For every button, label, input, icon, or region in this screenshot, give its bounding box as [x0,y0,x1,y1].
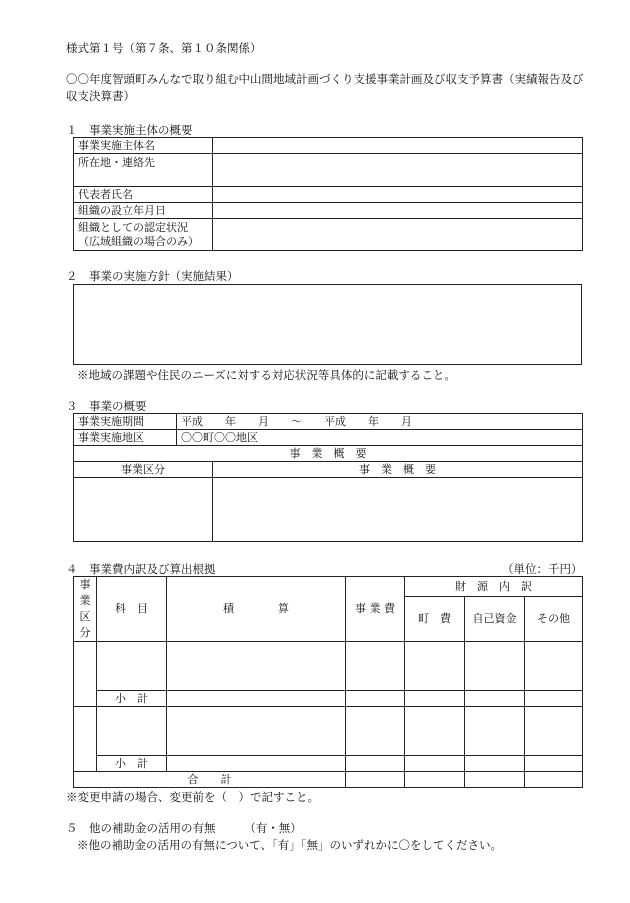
table-row [74,577,583,597]
town-header: 町 費 [405,597,465,642]
cost-field[interactable] [346,691,405,707]
form-number: 様式第１号（第７条、第１０条関係） [66,41,262,55]
calculation-field[interactable] [167,691,346,707]
table-row [74,187,583,203]
area-field[interactable]: 〇〇町〇〇地区 [177,430,583,446]
period-label: 事業実施期間 [74,414,177,430]
cost-field[interactable] [346,756,405,772]
total-label: 合 計 [74,772,346,788]
category-char: 分 [79,626,91,639]
category-field[interactable] [74,707,97,772]
label-cell [74,219,213,251]
town-field[interactable] [405,691,465,707]
subject-field[interactable] [97,642,167,691]
table-row [74,462,583,478]
category-field[interactable] [74,642,97,707]
total-own-funds-field[interactable] [465,772,525,788]
document-title: 〇〇年度智頭町みんなで取り組む中山間地域計画づくり支援事業計画及び収支予算書（実績報告及び収支決算書） [66,72,584,103]
funding-header: 財 源 内 訳 [405,577,583,597]
category-column-header: 事業区分 [74,462,213,478]
category-char: 業 [79,594,91,607]
section4-note: ※変更申請の場合、変更前を（ ）で記すこと。 [66,790,319,804]
subtotal-label: 小 計 [97,756,167,772]
table-row [74,154,583,187]
table-row [74,138,583,154]
budget-table [73,576,583,788]
unit-label: （単位：千円） [502,562,583,576]
certification-label: 組織としての認定状況 [78,220,188,234]
own-funds-field[interactable] [465,756,525,772]
town-field[interactable] [405,756,465,772]
overview-header: 事 業 概 要 [74,446,583,462]
table-row [74,756,583,772]
category-field[interactable] [74,478,213,542]
period-field[interactable]: 平成 年 月 ～ 平成 年 月 [177,414,583,430]
calculation-field[interactable] [167,642,346,691]
other-field[interactable] [525,707,583,756]
section4-heading: ４ 事業費内訳及び算出根拠 [66,562,216,576]
other-field[interactable] [525,756,583,772]
calculation-field[interactable] [167,756,346,772]
other-header: その他 [525,597,583,642]
calculation-field[interactable] [167,707,346,756]
subtotal-label: 小 計 [97,691,167,707]
table-row [74,772,583,788]
own-funds-field[interactable] [465,707,525,756]
section5-note: ※他の補助金の活用の有無について、「有」「無」のいずれかに〇をしてください。 [77,838,503,852]
own-funds-field[interactable] [465,642,525,691]
table-row [74,642,583,691]
category-char: 区 [79,610,91,623]
certification-field[interactable] [213,219,583,251]
label-cell: 所在地・連絡先 [74,154,213,187]
table-row [74,707,583,756]
cost-field[interactable] [346,642,405,691]
other-field[interactable] [525,642,583,691]
section5-heading: ５ 他の補助金の活用の有無 （有・無） [66,821,302,835]
table-row [74,414,583,430]
cost-field[interactable] [346,707,405,756]
section3-heading: ３ 事業の概要 [66,399,147,413]
label-cell: 事業実施主体名 [74,138,213,154]
table-row [74,478,583,542]
section3-table [73,413,583,542]
town-field[interactable] [405,707,465,756]
cost-header: 事 業 費 [346,577,405,642]
category-char: 事 [79,578,91,591]
subject-field[interactable] [97,707,167,756]
table-row [74,446,583,462]
label-cell: 代表者氏名 [74,187,213,203]
area-label: 事業実施地区 [74,430,177,446]
table-row [74,691,583,707]
table-row [74,219,583,251]
own-funds-header: 自己資金 [465,597,525,642]
section2-note: ※地域の課題や住民のニーズに対する対応状況等具体的に記載すること。 [77,368,456,382]
town-field[interactable] [405,642,465,691]
category-header [74,577,97,642]
org-name-field[interactable] [213,138,583,154]
table-row [74,430,583,446]
established-date-field[interactable] [213,203,583,219]
label-cell: 組織の設立年月日 [74,203,213,219]
certification-sublabel: （広域組織の場合のみ） [78,234,199,248]
total-cost-field[interactable] [346,772,405,788]
table-row [74,203,583,219]
section2-heading: ２ 事業の実施方針（実施結果） [66,269,239,283]
own-funds-field[interactable] [465,691,525,707]
calculation-header: 積 算 [167,577,346,642]
overview-field[interactable] [213,478,583,542]
section1-table [73,137,583,251]
subject-header: 科 目 [97,577,167,642]
total-town-field[interactable] [405,772,465,788]
representative-field[interactable] [213,187,583,203]
policy-textarea[interactable] [73,284,582,365]
overview-column-header: 事 業 概 要 [213,462,583,478]
section1-heading: １ 事業実施主体の概要 [66,123,193,137]
other-field[interactable] [525,691,583,707]
address-field[interactable] [213,154,583,187]
total-other-field[interactable] [525,772,583,788]
